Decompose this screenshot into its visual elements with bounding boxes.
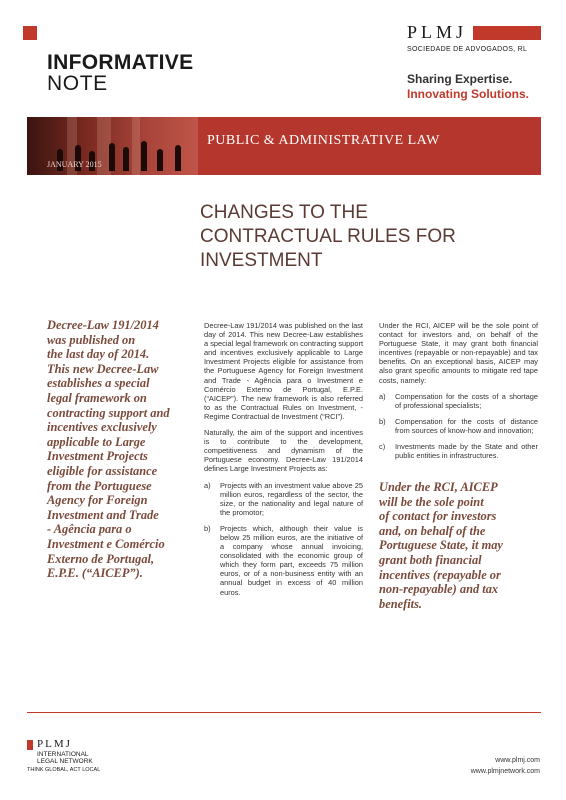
quote-line: grant both financial bbox=[379, 552, 482, 567]
heading-line-note: NOTE bbox=[47, 72, 108, 95]
website-link-plmj[interactable]: www.plmj.com bbox=[495, 757, 540, 764]
section-banner bbox=[27, 117, 541, 175]
quote-line: Investment and Trade bbox=[47, 507, 159, 522]
list-text: Projects with an investment value above 25 million euros, regardless of the sector, the size, or the nationality and legal nature of the promotor; bbox=[220, 480, 363, 517]
list-text: Compensation for the costs of distance from sources of know-how and innovation; bbox=[395, 416, 538, 435]
list-item bbox=[204, 524, 363, 597]
quote-line: incentives (repayable or bbox=[379, 567, 501, 582]
body-paragraph: Naturally, the aim of the support and incentives is to contribute to the development, competitiveness and dynamism of the Portuguese economy. Decree-Law 191/2014 defines Large Investment Projects as: bbox=[204, 428, 363, 474]
tagline-innovating: Innovating Solutions. bbox=[407, 87, 529, 101]
plmj-logo bbox=[407, 22, 542, 53]
quote-line: Agency for Foreign bbox=[47, 493, 148, 508]
body-paragraph: Decree-Law 191/2014 was published on the last day of 2014. This new Decree-Law establishes a special legal framework on contracting support and incentives exclusively applicable to Large Investment Projects eligible for assistance from the Portuguese Agency for Foreign Investment and Trade - Agência para o Investment e Comércio Externo de Portugal, E.P.E. (“AICEP”). The new framework is also referred to as the Contractual Rules on Investment, - Regime Contractual de Investment (“RCI”). bbox=[204, 321, 363, 421]
list-item bbox=[379, 392, 538, 410]
list-item bbox=[379, 417, 538, 435]
quote-line: Investment e Comércio bbox=[47, 536, 165, 551]
quote-line: non-repayable) and tax bbox=[379, 582, 499, 597]
quote-line: the last day of 2014. bbox=[47, 347, 150, 362]
quote-line: establishes a special bbox=[47, 376, 150, 391]
quote-line: Under the RCI, AICEP bbox=[379, 480, 498, 494]
logo-bar bbox=[473, 26, 541, 40]
quote-line: This new Decree-Law bbox=[47, 361, 159, 376]
quote-line: of contact for investors bbox=[379, 509, 497, 524]
quote-line: Portuguese State, it may bbox=[379, 538, 503, 553]
quote-line: - Agência para o bbox=[47, 522, 132, 537]
quote-line: Externo de Portugal, bbox=[47, 551, 155, 566]
list-marker: a) bbox=[379, 391, 386, 401]
heading-line-informative: INFORMATIVE bbox=[47, 51, 194, 74]
article-title bbox=[200, 201, 520, 273]
list-marker: b) bbox=[379, 416, 386, 426]
network-name-line2: LEGAL NETWORK bbox=[37, 758, 93, 765]
network-slogan: THINK GLOBAL, ACT LOCAL bbox=[27, 767, 101, 773]
quote-line: from the Portuguese bbox=[47, 478, 152, 493]
network-logo-bar bbox=[27, 740, 33, 750]
list-text: Compensation for the costs of a shortage of professional specialists; bbox=[395, 391, 538, 410]
quote-line: E.P.E. (“AICEP”). bbox=[47, 566, 143, 581]
quote-line: was published on bbox=[47, 332, 136, 347]
quote-line: Decree-Law 191/2014 bbox=[47, 318, 159, 332]
title-line: CONTRACTUAL RULES FOR bbox=[200, 226, 456, 247]
quote-line: will be the sole point bbox=[379, 494, 484, 509]
list-marker: c) bbox=[379, 442, 386, 452]
pull-quote bbox=[47, 318, 192, 581]
list-text: Projects which, although their value is below 25 million euros, are the initiative of a company whose annual invoicing, consolidated with the economic group of which they form part, exceeds 75 million euros, or of a non-business entity with an annual budget in excess of 40 million euros. bbox=[220, 523, 363, 597]
practice-area: PUBLIC & ADMINISTRATIVE LAW bbox=[207, 133, 440, 148]
corner-accent-square bbox=[23, 26, 37, 40]
logo-text: PLMJ bbox=[407, 22, 468, 42]
title-line: INVESTMENT bbox=[200, 250, 323, 271]
body-column-2 bbox=[379, 321, 538, 467]
quote-line: applicable to Large bbox=[47, 434, 146, 449]
list-marker: a) bbox=[204, 480, 211, 490]
pull-quote-secondary bbox=[379, 480, 539, 611]
list-text: Investments made by the State and other public entities in infrastructures. bbox=[395, 442, 538, 461]
body-column-1 bbox=[204, 321, 363, 604]
list-item bbox=[379, 442, 538, 460]
quote-line: legal framework on bbox=[47, 390, 147, 405]
quote-line: benefits. bbox=[379, 596, 423, 611]
network-name-line1: INTERNATIONAL bbox=[37, 751, 89, 758]
quote-line: contracting support and bbox=[47, 405, 170, 420]
website-link-network[interactable]: www.plmjnetwork.com bbox=[470, 768, 540, 775]
issue-date: JANUARY 2015 bbox=[47, 160, 102, 169]
title-line: CHANGES TO THE bbox=[200, 202, 368, 223]
quote-line: and, on behalf of the bbox=[379, 523, 486, 538]
list-marker: b) bbox=[204, 523, 211, 533]
list-item bbox=[204, 481, 363, 517]
document-type-heading bbox=[47, 52, 193, 94]
network-logo-text: PLMJ bbox=[37, 738, 72, 750]
logo-subtitle: SOCIEDADE DE ADVOGADOS, RL bbox=[407, 46, 528, 53]
quote-line: Investment Projects bbox=[47, 449, 148, 464]
quote-line: incentives exclusively bbox=[47, 420, 157, 435]
tagline-sharing: Sharing Expertise. bbox=[407, 72, 513, 86]
body-paragraph: Under the RCI, AICEP will be the sole point of contact for investors and, on behalf of the Portuguese State, it may grant both financial incentives (repayable or non-repayable) and tax benefits. On an exceptional basis, AICEP may also grant specific amounts to mitigate red tape costs, namely: bbox=[379, 321, 538, 385]
quote-line: eligible for assistance bbox=[47, 463, 158, 478]
footer-divider bbox=[27, 712, 541, 713]
